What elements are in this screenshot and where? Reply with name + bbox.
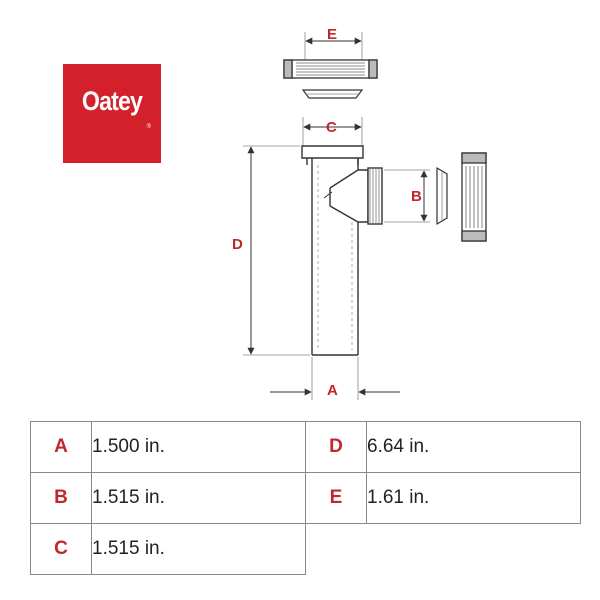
spec-value: 1.515 in. (92, 473, 306, 524)
dimension-d (243, 146, 310, 355)
spec-key: D (306, 422, 367, 473)
empty-cell (306, 524, 367, 575)
logo-text: Oatey (81, 86, 143, 116)
spec-value: 1.515 in. (92, 524, 306, 575)
washer-top (303, 90, 362, 98)
table-row (31, 422, 581, 473)
spec-value: 1.61 in. (367, 473, 581, 524)
table-row (31, 473, 581, 524)
spec-key: E (306, 473, 367, 524)
dimension-b (384, 170, 430, 222)
spec-value: 1.500 in. (92, 422, 306, 473)
label-e: E (327, 26, 338, 43)
label-a: A (327, 382, 338, 399)
label-b: B (411, 188, 422, 205)
spec-key: A (31, 422, 92, 473)
spec-key: B (31, 473, 92, 524)
spec-key: C (31, 524, 92, 575)
label-c: C (326, 119, 337, 136)
spec-value: 6.64 in. (367, 422, 581, 473)
washer-side (437, 168, 447, 224)
slip-nut-side (462, 153, 486, 241)
dimension-specs-table (30, 421, 581, 575)
registered-mark: ® (146, 124, 151, 130)
empty-cell (367, 524, 581, 575)
label-d: D (232, 236, 243, 253)
table-row (31, 524, 581, 575)
tee-body (302, 146, 382, 355)
